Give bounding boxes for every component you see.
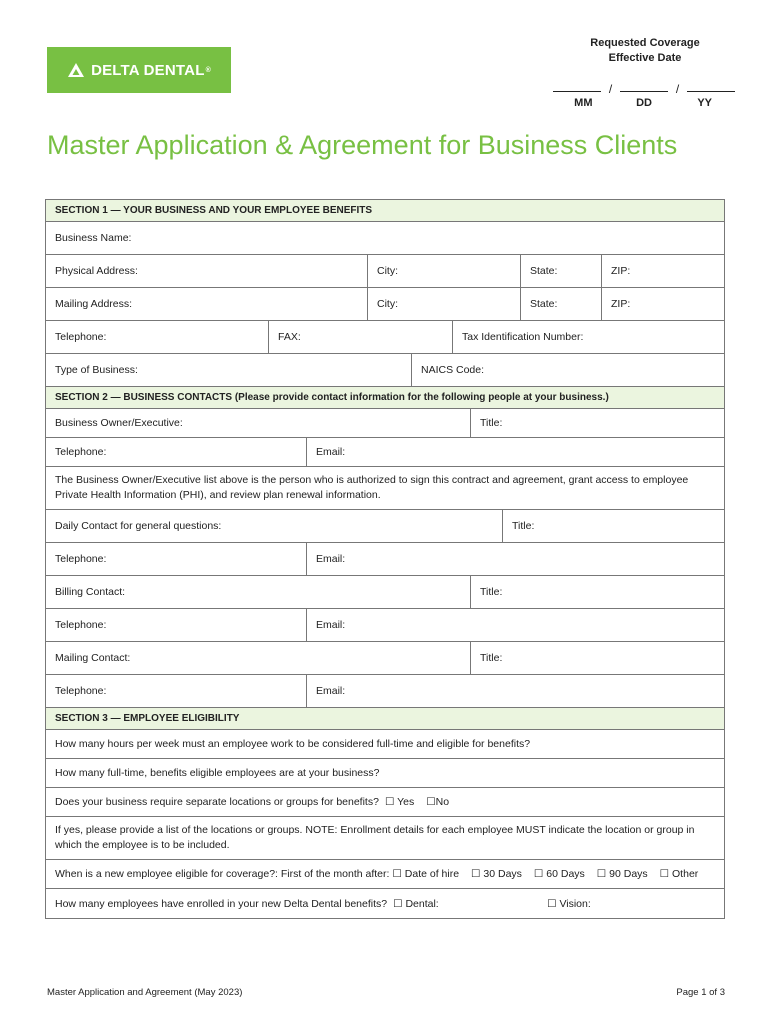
vision-checkbox[interactable]: ☐ Vision: [547, 897, 591, 910]
footer-page-number: Page 1 of 3 [676, 987, 725, 998]
section-3-heading: SECTION 3 — EMPLOYEE ELIGIBILITY [46, 708, 724, 730]
day-blank[interactable] [620, 82, 668, 92]
dental-checkbox[interactable]: ☐ Dental: [393, 897, 439, 910]
mailing-contact-field[interactable]: Mailing Contact: [46, 642, 471, 674]
enrolled-question: How many employees have enrolled in your new Delta Dental benefits? ☐ Dental: ☐ Vision: [46, 889, 724, 918]
daily-email-field[interactable]: Email: [316, 553, 346, 565]
mailing-title-field[interactable]: Title: [480, 652, 503, 664]
daily-telephone-field[interactable]: Telephone: [46, 543, 307, 575]
type-of-business-field[interactable]: Type of Business: [46, 354, 412, 386]
no-checkbox[interactable]: ☐No [426, 796, 450, 808]
business-telephone-field[interactable]: Telephone: [46, 321, 269, 353]
date-of-hire-checkbox[interactable]: ☐ Date of hire [392, 868, 460, 880]
locations-note: If yes, please provide a list of the locations or groups. NOTE: Enrollment details for each employee MUST indicate the location or group in which the employee is to be included. [55, 824, 695, 851]
90-days-checkbox[interactable]: ☐ 90 Days [596, 868, 648, 880]
other-checkbox[interactable]: ☐ Other [659, 868, 699, 880]
owner-name-field[interactable]: Business Owner/Executive: [46, 409, 471, 437]
delta-dental-logo: DELTA DENTAL ® [47, 47, 231, 93]
billing-telephone-field[interactable]: Telephone: [46, 609, 307, 641]
mailing-zip-field[interactable]: ZIP: [611, 298, 631, 310]
business-name-field[interactable]: Business Name: [55, 232, 132, 244]
60-days-checkbox[interactable]: ☐ 60 Days [533, 868, 585, 880]
physical-state-field[interactable]: State: [521, 255, 602, 287]
naics-code-field[interactable]: NAICS Code: [421, 364, 485, 376]
hours-question-field[interactable]: How many hours per week must an employee work to be considered full-time and eligible for benefits? [55, 738, 531, 750]
date-part-labels: MM DD YY [574, 97, 713, 109]
month-blank[interactable] [553, 82, 601, 92]
business-fax-field[interactable]: FAX: [269, 321, 453, 353]
mailing-telephone-field[interactable]: Telephone: [46, 675, 307, 707]
section-1-heading: SECTION 1 — YOUR BUSINESS AND YOUR EMPLOYEE BENEFITS [46, 200, 724, 222]
30-days-checkbox[interactable]: ☐ 30 Days [471, 868, 522, 880]
coverage-date-fields: / / [553, 82, 735, 96]
physical-city-field[interactable]: City: [368, 255, 521, 287]
tax-id-field[interactable]: Tax Identification Number: [462, 331, 584, 343]
section-2-heading: SECTION 2 — BUSINESS CONTACTS (Please provide contact information for the following people at your business.) [46, 387, 724, 409]
footer-document-name: Master Application and Agreement (May 2023) [47, 987, 243, 998]
physical-address-field[interactable]: Physical Address: [46, 255, 368, 287]
physical-zip-field[interactable]: ZIP: [611, 265, 631, 277]
application-form [45, 199, 725, 919]
delta-triangle-icon [67, 62, 85, 78]
mailing-state-field[interactable]: State: [521, 288, 602, 320]
mailing-address-field[interactable]: Mailing Address: [46, 288, 368, 320]
employee-count-field[interactable]: How many full-time, benefits eligible employees are at your business? [55, 767, 380, 779]
year-blank[interactable] [687, 82, 735, 92]
daily-contact-field[interactable]: Daily Contact for general questions: [46, 510, 503, 542]
owner-telephone-field[interactable]: Telephone: [46, 438, 307, 466]
owner-authorization-note: The Business Owner/Executive list above is the person who is authorized to sign this contract and agreement, grant access to employee Private Health Information (PHI), and review plan renewal information. [55, 474, 689, 501]
mailing-city-field[interactable]: City: [368, 288, 521, 320]
locations-question: Does your business require separate locations or groups for benefits? ☐ Yes ☐No [46, 788, 724, 816]
coverage-date-label: Requested Coverage Effective Date [590, 37, 700, 64]
logo-text: DELTA DENTAL [91, 61, 205, 79]
page-title: Master Application & Agreement for Business Clients [47, 130, 678, 160]
eligibility-question: When is a new employee eligible for coverage?: First of the month after: ☐ Date of hire ☐ 30 Days ☐ 60 Days ☐ 90 Days ☐ Other [46, 860, 724, 888]
billing-email-field[interactable]: Email: [316, 619, 346, 631]
billing-title-field[interactable]: Title: [480, 586, 503, 598]
owner-title-field[interactable]: Title: [480, 417, 503, 429]
yes-checkbox[interactable]: ☐ Yes [384, 796, 415, 808]
daily-contact-title-field[interactable]: Title: [512, 520, 535, 532]
mailing-email-field[interactable]: Email: [316, 685, 346, 697]
billing-contact-field[interactable]: Billing Contact: [46, 576, 471, 608]
owner-email-field[interactable]: Email: [316, 446, 346, 458]
